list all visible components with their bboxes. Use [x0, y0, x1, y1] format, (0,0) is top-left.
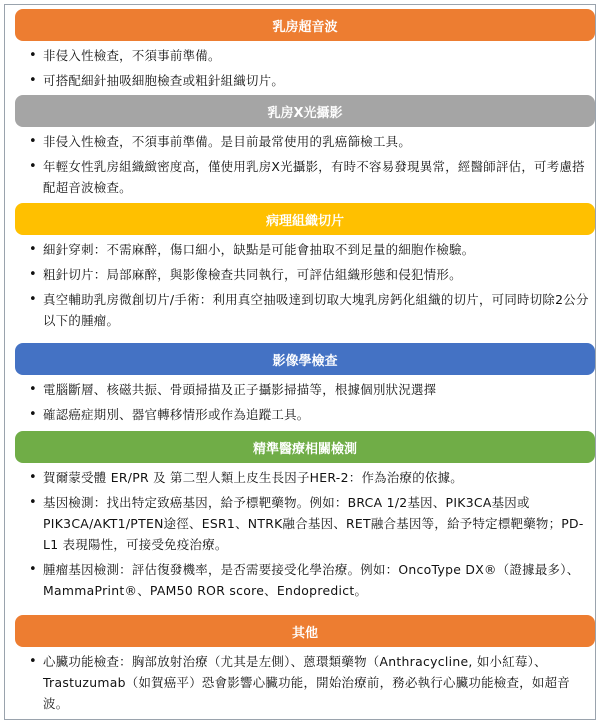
bullet-list	[15, 379, 595, 425]
section-header	[15, 95, 595, 127]
list-item: • 可搭配細針抽吸細胞檢查或粗針組織切片。	[15, 70, 595, 91]
section-breast-ultrasound	[15, 9, 595, 95]
section-mammography	[15, 95, 595, 202]
bullet-list	[15, 467, 595, 601]
section-title: 其他	[291, 625, 318, 641]
section-imaging	[15, 343, 595, 429]
section-title: 精準醫療相關檢測	[252, 441, 357, 457]
info-panel	[4, 4, 596, 720]
list-item: • 細針穿刺：不需麻醉，傷口細小，缺點是可能會抽取不到足量的細胞作檢驗。	[15, 239, 595, 260]
section-title: 影像學檢查	[272, 353, 338, 369]
list-item: • 心臟功能檢查：胸部放射治療（尤其是左側）、蒽環類藥物（Anthracycline, 如小紅莓）、Trastuzumab（如賀癌平）恐會影響心臟功能，開始治療前，務必執行心臟功能檢查，如超音波。	[15, 651, 595, 714]
section-precision-medicine	[15, 431, 595, 605]
section-title: 乳房超音波	[272, 19, 338, 35]
list-item: • 基因檢測：找出特定致癌基因，給予標靶藥物。例如：BRCA 1/2基因、PIK3CA基因或PIK3CA/AKT1/PTEN途徑、ESR1、NTRK融合基因、RET融合基因等，給予特定標靶藥物；PD-L1 表現陽性，可接受免疫治療。	[15, 492, 595, 555]
bullet-list	[15, 131, 595, 198]
list-item: • 粗針切片：局部麻醉，與影像檢查共同執行，可評估組織形態和侵犯情形。	[15, 264, 595, 285]
section-biopsy	[15, 203, 595, 335]
section-header	[15, 203, 595, 235]
section-header	[15, 431, 595, 463]
list-item: • 年輕女性乳房組織緻密度高，僅使用乳房X光攝影，有時不容易發現異常，經醫師評估，可考慮搭配超音波檢查。	[15, 156, 595, 198]
list-item: • 確認癌症期別、器官轉移情形或作為追蹤工具。	[15, 404, 595, 425]
section-header	[15, 615, 595, 647]
list-item: • 非侵入性檢查，不須事前準備。是目前最常使用的乳癌篩檢工具。	[15, 131, 595, 152]
bullet-list	[15, 239, 595, 331]
section-title: 乳房X光攝影	[267, 105, 343, 121]
bullet-list	[15, 45, 595, 91]
list-item: • 腫瘤基因檢測：評估復發機率，是否需要接受化學治療。例如：OncoType DX®（證據最多）、MammaPrint®、PAM50 ROR score、Endopredict。	[15, 559, 595, 601]
bullet-list	[15, 651, 595, 714]
list-item: • 真空輔助乳房微創切片/手術：利用真空抽吸達到切取大塊乳房鈣化組織的切片，可同時切除2公分以下的腫瘤。	[15, 289, 595, 331]
section-other	[15, 615, 595, 718]
section-title: 病理組織切片	[265, 213, 344, 229]
list-item: • 非侵入性檢查，不須事前準備。	[15, 45, 595, 66]
list-item: • 賀爾蒙受體 ER/PR 及 第二型人類上皮生長因子HER-2：作為治療的依據。	[15, 467, 595, 488]
section-header	[15, 343, 595, 375]
section-header	[15, 9, 595, 41]
list-item: • 電腦斷層、核磁共振、骨頭掃描及正子攝影掃描等，根據個別狀況選擇	[15, 379, 595, 400]
